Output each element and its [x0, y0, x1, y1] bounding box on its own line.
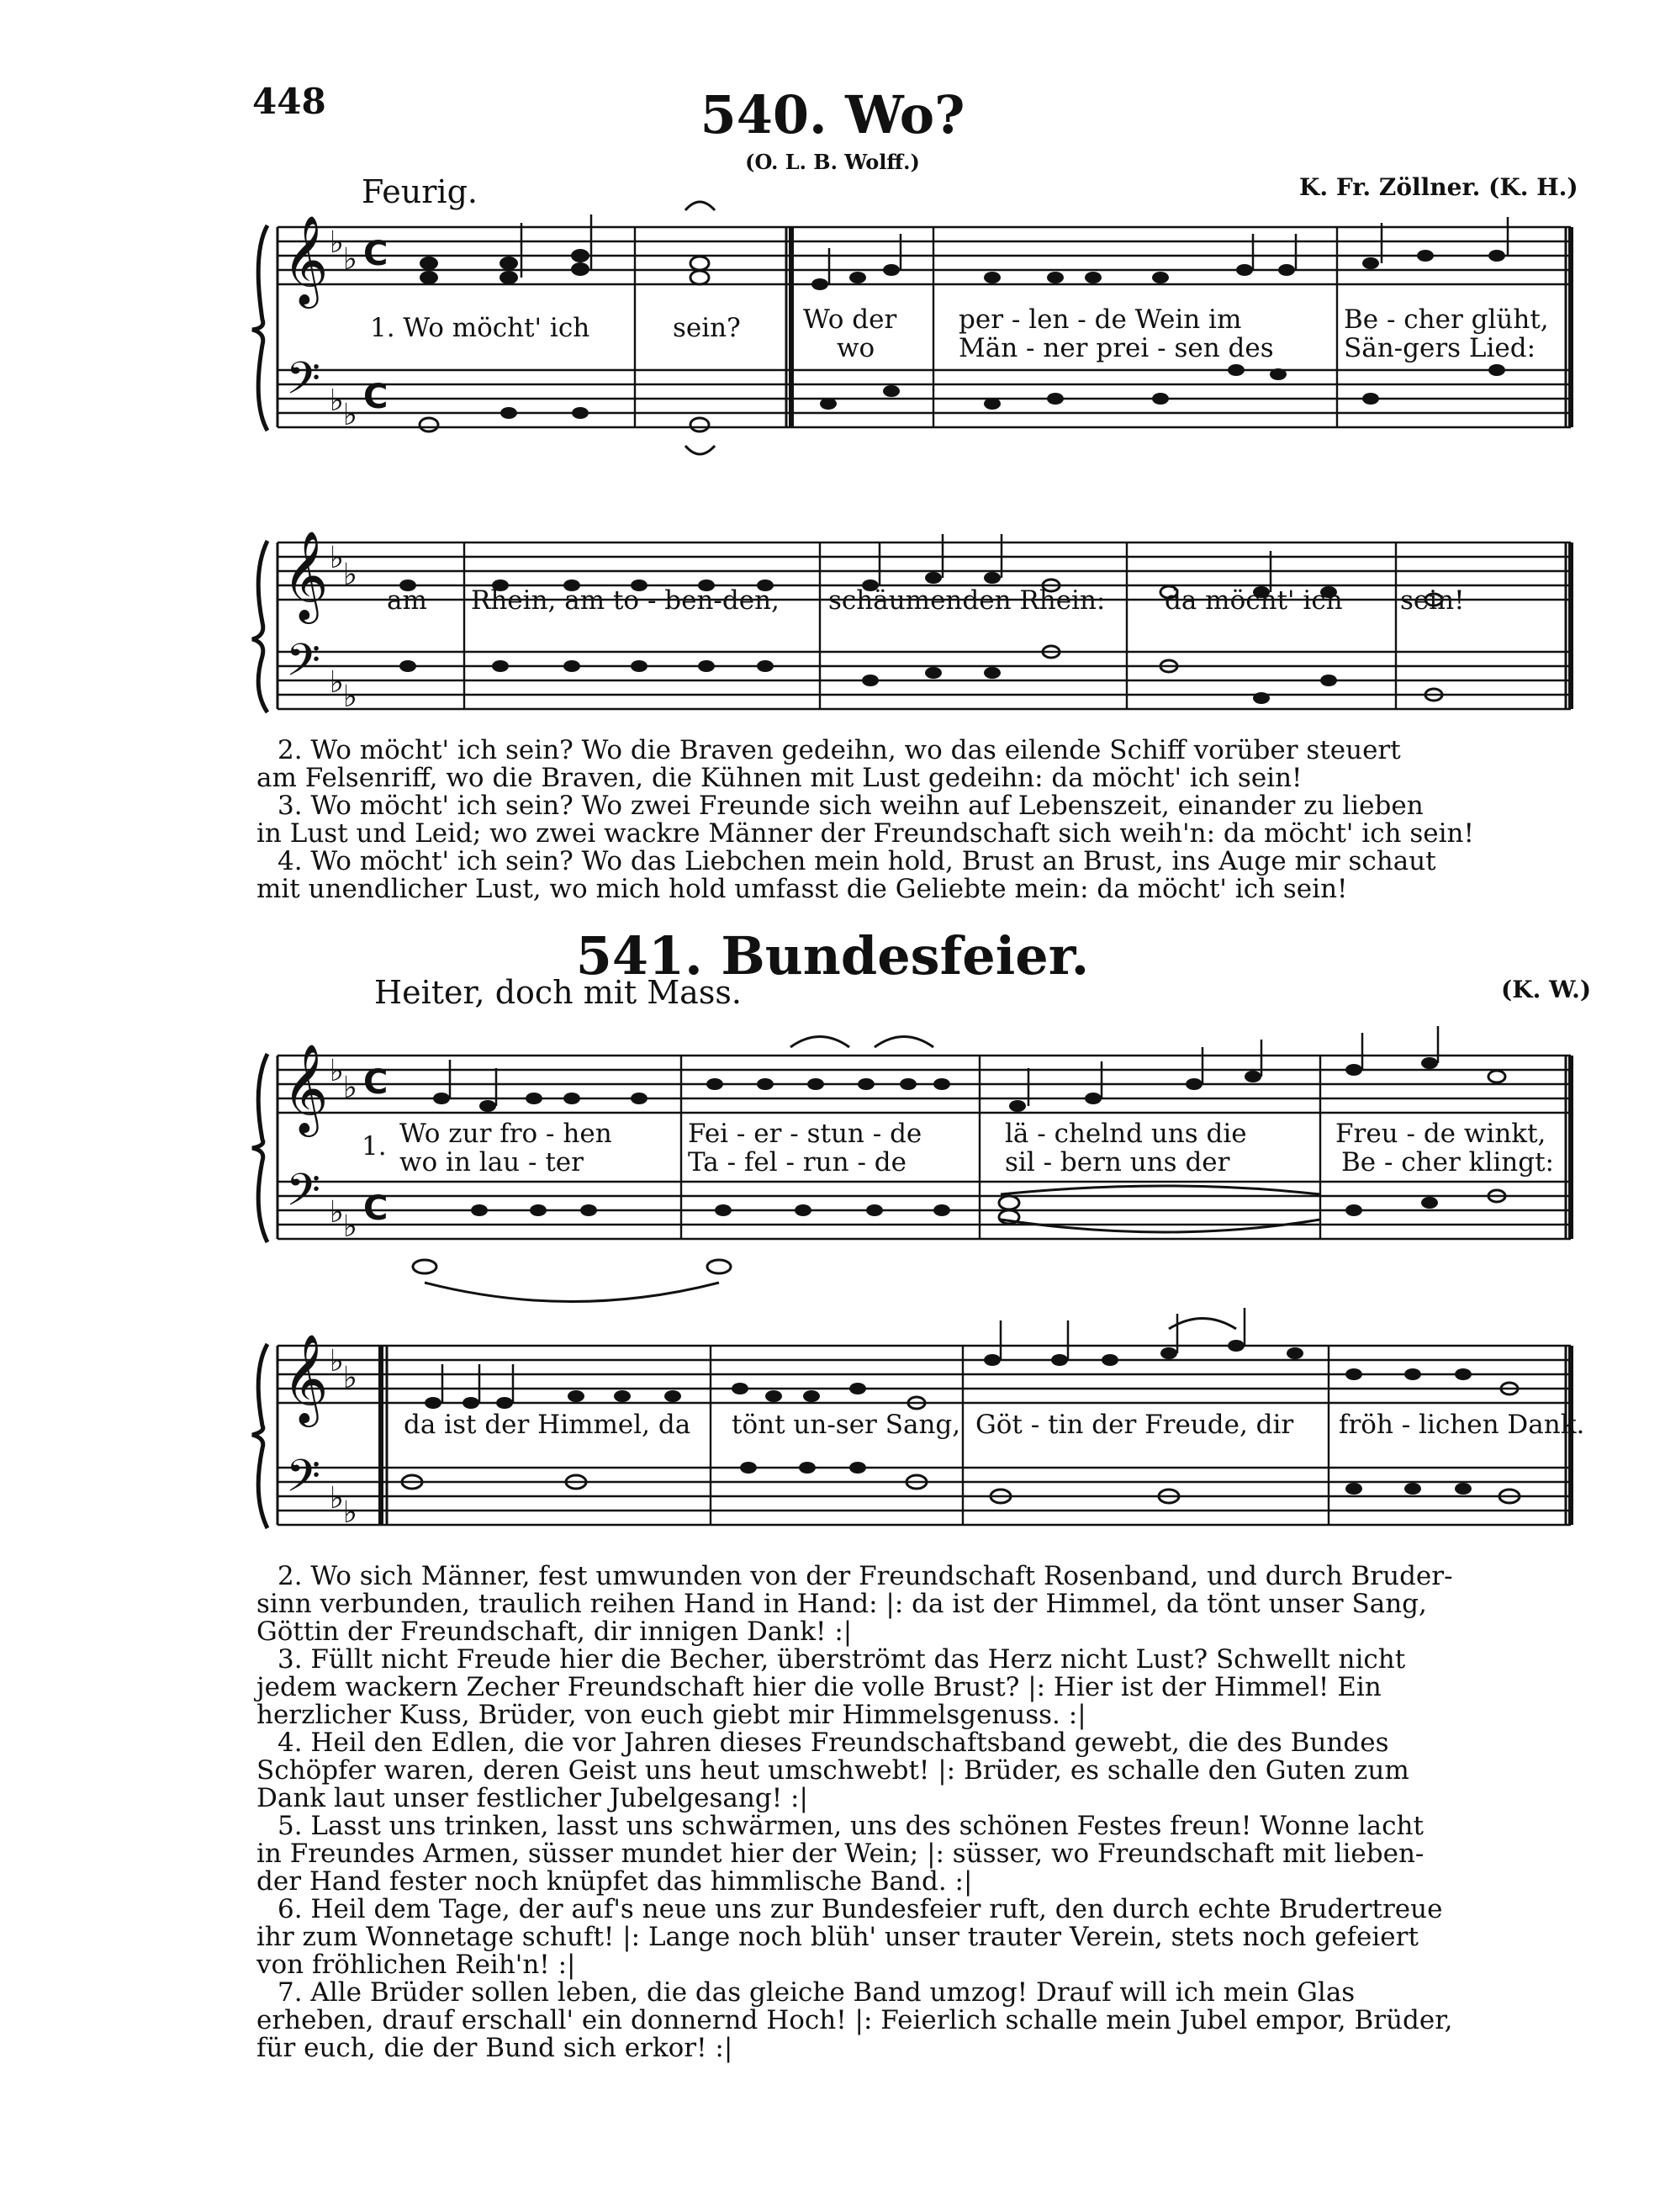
- page-number: 448: [252, 81, 326, 122]
- song-540-poet: (O. L. B. Wolff.): [745, 150, 920, 174]
- svg-text:♭: ♭: [330, 541, 344, 575]
- lyric-540-1-d2: Män - ner prei - sen des: [959, 333, 1274, 363]
- staff-541-1-treble: [278, 1056, 1571, 1113]
- verse-line: ihr zum Wonnetage schuft! |: Lange noch blüh' unser trauter Verein, stets noch gefeiert: [256, 1922, 1419, 1952]
- lyric-540-1-c1: Wo der: [803, 304, 897, 335]
- lyric-540-1-d1: per - len - de Wein im: [959, 304, 1242, 335]
- song-540-tempo: Feurig.: [362, 173, 478, 210]
- lyric-540-1-c2: wo: [837, 333, 875, 363]
- lyric-540-1-e2: Sän-gers Lied:: [1344, 333, 1536, 363]
- lyric-540-1-b: sein?: [673, 313, 741, 343]
- staff-540-1-treble: [278, 227, 1571, 284]
- svg-text:C: C: [363, 1063, 388, 1102]
- verse-line: von fröhlichen Reih'n! :|: [256, 1950, 576, 1980]
- lyric-541-1-a2: wo in lau - ter: [399, 1147, 584, 1177]
- svg-text:♭: ♭: [330, 225, 344, 260]
- svg-text:♭: ♭: [330, 1195, 344, 1230]
- lyric-540-2-c: schäumenden Rhein:: [828, 585, 1106, 616]
- song-540-title: 540. Wo?: [700, 84, 965, 146]
- verse-line: sinn verbunden, traulich reihen Hand in Hand: |: da ist der Himmel, da tönt unser Sang,: [256, 1589, 1427, 1619]
- song-540-composer: K. Fr. Zöllner. (K. H.): [1299, 173, 1578, 201]
- svg-text:♭: ♭: [343, 1361, 357, 1395]
- lyric-540-2-b: Rhein, am to - ben-den,: [471, 585, 780, 616]
- lyric-540-2-d: da möcht' ich: [1165, 585, 1343, 616]
- svg-text:♭: ♭: [330, 1481, 344, 1516]
- lyric-541-2-c: Göt - tin der Freude, dir: [975, 1410, 1294, 1440]
- lyric-541-1-c1: lä - chelnd uns die: [1005, 1119, 1247, 1149]
- verse-line: herzlicher Kuss, Brüder, von euch giebt mir Himmelsgenuss. :|: [256, 1700, 1086, 1730]
- svg-text:C: C: [363, 378, 388, 416]
- verse-line: Göttin der Freundschaft, dir innigen Dank! :|: [256, 1617, 853, 1647]
- verse-line: 7. Alle Brüder sollen leben, die das gleiche Band umzog! Drauf will ich mein Glas: [278, 1977, 1356, 2008]
- verse-line: in Freundes Armen, süsser mundet hier der Wein; |: süsser, wo Freundschaft mit lieben-: [256, 1839, 1424, 1869]
- verse-line: 2. Wo möcht' ich sein? Wo die Braven gedeihn, wo das eilende Schiff vorüber steuert: [278, 735, 1401, 765]
- svg-text:♭: ♭: [330, 1054, 344, 1088]
- lyric-540-2-e: sein!: [1400, 585, 1465, 616]
- lyric-541-1-d2: Be - cher klingt:: [1341, 1147, 1554, 1177]
- verse-line: mit unendlicher Lust, wo mich hold umfasst die Geliebte mein: da möcht' ich sein!: [256, 874, 1348, 904]
- verse-line: 2. Wo sich Männer, fest umwunden von der Freundschaft Rosenband, und durch Bruder-: [278, 1561, 1453, 1591]
- song-541-tempo: Heiter, doch mit Mass.: [374, 974, 742, 1011]
- svg-text:𝄢: 𝄢: [286, 1165, 321, 1227]
- svg-text:𝄢: 𝄢: [286, 1451, 321, 1513]
- verse-line: 6. Heil dem Tage, der auf's neue uns zur Bundesfeier ruft, den durch echte Brudertreue: [278, 1894, 1443, 1924]
- svg-text:♭: ♭: [343, 398, 357, 432]
- lyric-541-1-b2: Ta - fel - run - de: [688, 1147, 906, 1177]
- verse-line: Dank laut unser festlicher Jubelgesang! :|: [256, 1783, 808, 1813]
- lyric-541-2-d: fröh - lichen Dank.: [1339, 1410, 1585, 1440]
- verse-line: in Lust und Leid; wo zwei wackre Männer der Freundschaft sich weih'n: da möcht' ich sein!: [256, 818, 1474, 849]
- verse-line: am Felsenriff, wo die Braven, die Kühnen mit Lust gedeihn: da möcht' ich sein!: [256, 763, 1303, 793]
- song-541-title: 541. Bundesfeier.: [575, 925, 1090, 987]
- svg-text:♭: ♭: [330, 384, 344, 418]
- song-540-verses: [256, 737, 1474, 903]
- svg-text:♭: ♭: [330, 665, 344, 700]
- svg-text:𝄢: 𝄢: [286, 635, 321, 697]
- svg-text:C: C: [363, 235, 388, 273]
- verse-line: 3. Wo möcht' ich sein? Wo zwei Freunde sich weihn auf Lebenszeit, einander zu lieben: [278, 791, 1424, 821]
- staff-541-2-treble: [278, 1346, 1571, 1403]
- svg-text:𝄞: 𝄞: [283, 1043, 329, 1133]
- svg-text:♭: ♭: [343, 1071, 357, 1105]
- svg-text:♭: ♭: [343, 558, 357, 592]
- lyric-541-1-b1: Fei - er - stun - de: [688, 1119, 922, 1149]
- lyric-541-1-c2: sil - bern uns der: [1005, 1147, 1230, 1177]
- staff-540-2-bass: [278, 652, 1571, 709]
- lyric-541-1-num: 1.: [362, 1131, 387, 1162]
- svg-text:♭: ♭: [343, 680, 357, 714]
- svg-text:𝄢: 𝄢: [286, 353, 321, 415]
- lyric-540-2-a: am: [387, 585, 427, 616]
- svg-text:♭: ♭: [343, 1209, 357, 1244]
- verse-line: jedem wackern Zecher Freundschaft hier die volle Brust? |: Hier ist der Himmel! Ein: [256, 1672, 1382, 1702]
- verse-line: 4. Heil den Edlen, die vor Jahren dieses Freundschaftsband gewebt, die des Bundes: [278, 1728, 1389, 1758]
- verse-line: 5. Lasst uns trinken, lasst uns schwärmen, uns des schönen Festes freun! Wonne lacht: [278, 1811, 1424, 1841]
- verse-line: 4. Wo möcht' ich sein? Wo das Liebchen mein hold, Brust an Brust, ins Auge mir schaut: [278, 846, 1436, 876]
- song-541-verses: [256, 1563, 1453, 2062]
- svg-text:𝄞: 𝄞: [283, 214, 329, 304]
- lyric-541-1-a1: Wo zur fro - hen: [399, 1119, 612, 1149]
- svg-text:𝄞: 𝄞: [283, 1333, 329, 1423]
- lyric-541-1-d1: Freu - de winkt,: [1335, 1119, 1546, 1149]
- lyric-540-1-a: 1. Wo möcht' ich: [370, 313, 590, 343]
- lyric-540-1-e1: Be - cher glüht,: [1344, 304, 1549, 335]
- verse-line: erheben, drauf erschall' ein donnernd Hoch! |: Feierlich schalle mein Jubel empor, Brüder,: [256, 2005, 1453, 2035]
- verse-line: 3. Füllt nicht Freude hier die Becher, überströmt das Herz nicht Lust? Schwellt nicht: [278, 1644, 1406, 1675]
- song-541-composer: (K. W.): [1501, 976, 1592, 1003]
- svg-text:♭: ♭: [343, 242, 357, 277]
- svg-text:♭: ♭: [330, 1344, 344, 1379]
- verse-line: für euch, die der Bund sich erkor! :|: [256, 2033, 733, 2063]
- verse-line: der Hand fester noch knüpfet das himmlische Band. :|: [256, 1866, 973, 1897]
- svg-text:𝄞: 𝄞: [283, 530, 329, 620]
- lyric-541-2-b: tönt un-ser Sang,: [732, 1410, 961, 1440]
- svg-text:C: C: [363, 1189, 388, 1228]
- verse-line: Schöpfer waren, deren Geist uns heut umschwebt! |: Brüder, es schalle den Guten zum: [256, 1755, 1409, 1786]
- svg-text:♭: ♭: [343, 1495, 357, 1530]
- lyric-541-2-a: da ist der Himmel, da: [404, 1410, 691, 1440]
